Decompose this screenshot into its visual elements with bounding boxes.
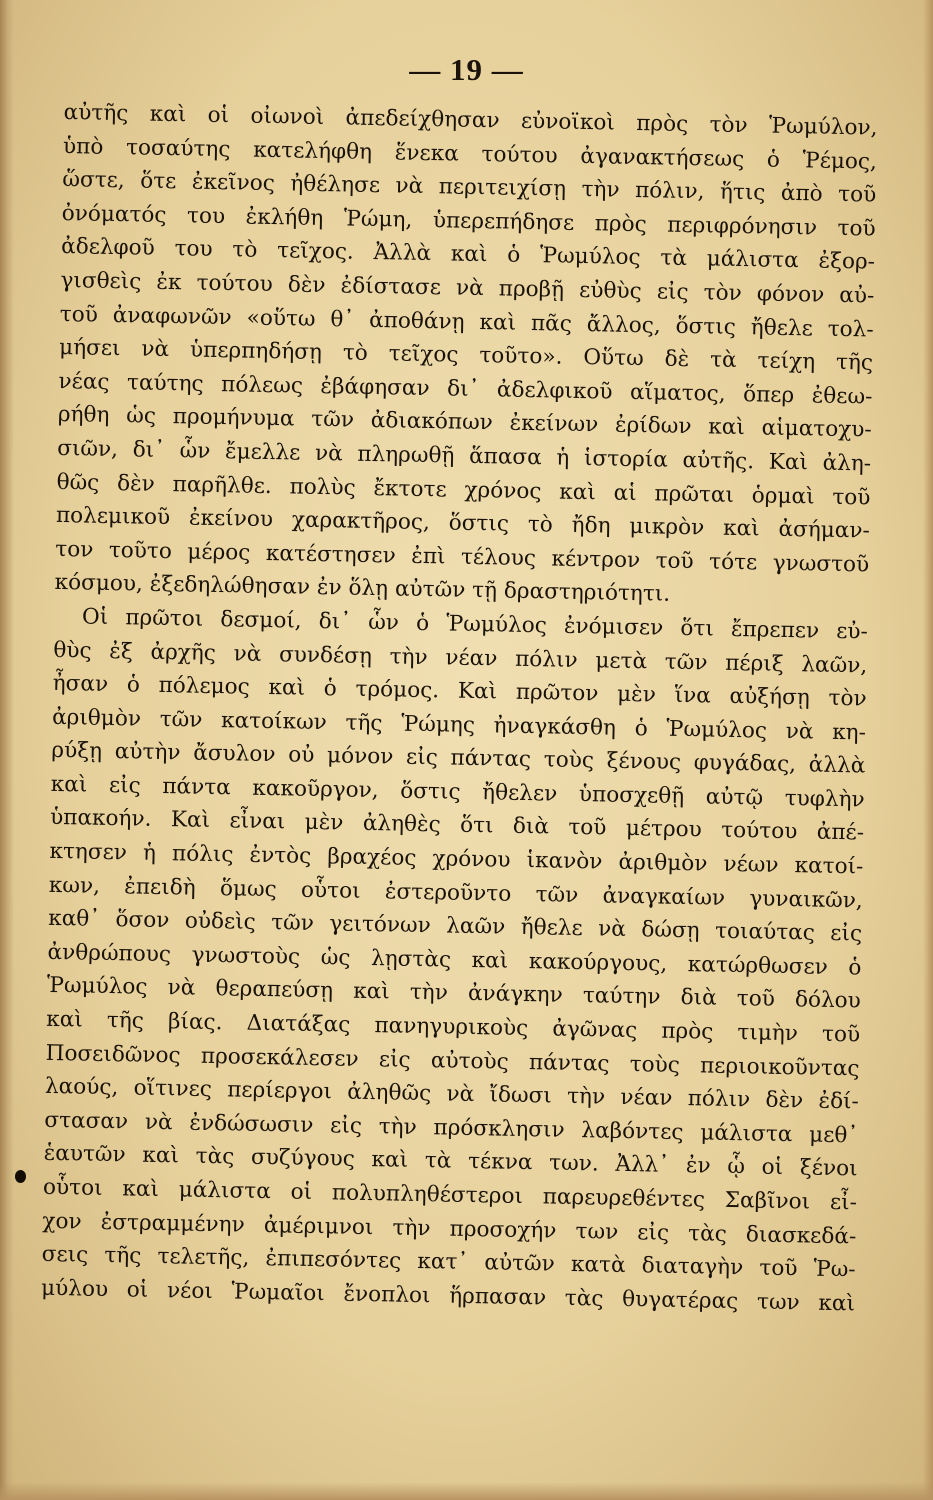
text-line: μήσει νὰ ὑπερπηδήσῃ τὸ τεῖχος τοῦτο». Οὕτω δὲ τὰ τείχη τῆς <box>58 335 874 376</box>
text-line: ρήθη ὡς προμήνυμα τῶν ἀδιακόπων ἐκείνων ἐρίδων καὶ αἱματοχυ- <box>57 402 872 443</box>
text-line: Ποσειδῶνος προσεκάλεσεν εἰς αὐτοὺς πάντας τοὺς περιοικοῦντας <box>45 1040 860 1082</box>
text-line: τοῦ ἀναφωνῶν «οὕτω θ᾽ ἀποθάνῃ καὶ πᾶς ἄλλος, ὅστις ἤθελε τολ- <box>59 301 874 343</box>
text-line: ὀνόματός του ἐκλήθη Ῥώμη, ὑπερεπήδησε πρὸς περιφρόνησιν τοῦ <box>61 200 876 242</box>
text-line: καὶ εἰς πάντα κακοῦργον, ὅστις ἤθελεν ὑποσχεθῇ αὐτῷ τυφλὴν <box>50 771 865 813</box>
text-line: θὺς ἐξ ἀρχῆς νὰ συνδέσῃ τὴν νέαν πόλιν μετὰ τῶν πέριξ λαῶν, <box>53 637 868 679</box>
text-line: ἀδελφοῦ του τὸ τεῖχος. Ἀλλὰ καὶ ὁ Ῥωμύλος τὰ μάλιστα ἐξορ- <box>60 234 876 275</box>
text-line: σεις τῆς τελετῆς, ἐπιπεσόντες κατ᾽ αὐτῶν κατὰ διαταγὴν τοῦ Ῥω- <box>41 1241 856 1283</box>
text-line: καὶ τῆς βίας. Διατάξας πανηγυρικοὺς ἀγῶνας πρὸς τιμὴν τοῦ <box>46 1006 861 1048</box>
ink-blot <box>15 1170 26 1183</box>
text-line: κτησεν ἡ πόλις ἐντὸς βραχέος χρόνου ἱκανὸν ἀριθμὸν νέων κατοί- <box>49 838 864 880</box>
text-line: θῶς δὲν παρῆλθε. πολὺς ἔκτοτε χρόνος καὶ αἱ πρῶται ὁρμαὶ τοῦ <box>56 469 871 511</box>
text-line: μύλου οἱ νέοι Ῥωμαῖοι ἔνοπλοι ἥρπασαν τὰς θυγατέρας των καὶ <box>40 1275 856 1317</box>
text-line: ἀριθμὸν τῶν κατοίκων τῆς Ῥώμης ἠναγκάσθη ὁ Ῥωμύλος νὰ κη- <box>51 704 867 746</box>
text-line: ὑπὸ τοσαύτης κατελήφθη ἕνεκα τούτου ἀγανακτήσεως ὁ Ῥέμος, <box>62 133 878 175</box>
text-line: ὥστε, ὅτε ἐκεῖνος ἠθέλησε νὰ περιτειχίσῃ τὴν πόλιν, ἥτις ἀπὸ τοῦ <box>62 167 877 208</box>
text-line: λαούς, οἵτινες περίεργοι ἀληθῶς νὰ ἴδωσι τὴν νέαν πόλιν δὲν ἐδί- <box>44 1074 860 1115</box>
text-line: ἀνθρώπους γνωστοὺς ὡς λῃστὰς καὶ κακούργους, κατώρθωσεν ὁ <box>47 939 862 981</box>
text-line: νέας ταύτης πόλεως ἐβάφησαν δι᾽ ἀδελφικοῦ αἵματος, ὅπερ ἐθεω- <box>58 368 873 410</box>
text-line: χον ἐστραμμένην ἀμέριμνοι τὴν προσοχήν των εἰς τὰς διασκεδά- <box>42 1208 857 1250</box>
page-right-edge-shadow <box>923 0 933 1500</box>
text-line: ρύξῃ αὐτὴν ἄσυλον οὐ μόνον εἰς πάντας τοὺς ξένους φυγάδας, ἀλλὰ <box>51 738 866 779</box>
page-bottom-edge-shadow <box>0 1482 933 1500</box>
text-line: ἑαυτῶν καὶ τὰς συζύγους καὶ τὰ τέκνα των. Ἀλλ᾽ ἐν ᾧ οἱ ξένοι <box>43 1141 858 1182</box>
body-text <box>41 96 878 1321</box>
text-line: ἦσαν ὁ πόλεμος καὶ ὁ τρόμος. Καὶ πρῶτον μὲν ἵνα αὐξήσῃ τὸν <box>52 670 867 712</box>
page-left-edge-shadow <box>0 0 14 1500</box>
page-number: — 19 — <box>409 52 524 87</box>
text-line: οὗτοι καὶ μάλιστα οἱ πολυπληθέστεροι παρευρεθέντες Σαβῖνοι εἶ- <box>42 1174 858 1216</box>
text-line: γισθεὶς ἐκ τούτου δὲν ἐδίστασε νὰ προβῇ εὐθὺς εἰς τὸν φόνον αὐ- <box>60 267 875 309</box>
text-line: ὑπακοήν. Καὶ εἶναι μὲν ἀληθὲς ὅτι διὰ τοῦ μέτρου τούτου ἀπέ- <box>49 805 865 846</box>
text-line: πολεμικοῦ ἐκείνου χαρακτῆρος, ὅστις τὸ ἤδη μικρὸν καὶ ἀσήμαν- <box>55 503 871 544</box>
text-line: στασαν νὰ ἐνδώσωσιν εἰς τὴν πρόσκλησιν λαβόντες μάλιστα μεθ᾽ <box>44 1107 859 1149</box>
text-line: τον τοῦτο μέρος κατέστησεν ἐπὶ τέλους κέντρον τοῦ τότε γνωστοῦ <box>55 536 870 578</box>
text-line: αὐτῆς καὶ οἱ οἰωνοὶ ἀπεδείχθησαν εὐνοϊκοὶ πρὸς τὸν Ῥωμύλον, <box>63 99 878 141</box>
text-line: σιῶν, δι᾽ ὧν ἔμελλε νὰ πληρωθῇ ἅπασα ἡ ἱστορία αὐτῆς. Καὶ ἀλη- <box>56 435 872 477</box>
text-line: Οἱ πρῶτοι δεσμοί, δι᾽ ὧν ὁ Ῥωμύλος ἐνόμισεν ὅτι ἔπρεπεν εὐ- <box>81 604 869 645</box>
text-line: κων, ἐπειδὴ ὅμως οὗτοι ἐστεροῦντο τῶν ἀναγκαίων γυναικῶν, <box>48 872 863 914</box>
text-line: καθ᾽ ὅσον οὐδεὶς τῶν γειτόνων λαῶν ἤθελε νὰ δώσῃ τοιαύτας εἰς <box>47 906 863 947</box>
text-line: Ῥωμύλος νὰ θεραπεύσῃ καὶ τὴν ἀνάγκην ταύτην διὰ τοῦ δόλου <box>46 973 862 1014</box>
text-line: κόσμου, ἐξεδηλώθησαν ἐν ὅλῃ αὐτῶν τῇ δραστηριότητι. <box>54 570 671 608</box>
